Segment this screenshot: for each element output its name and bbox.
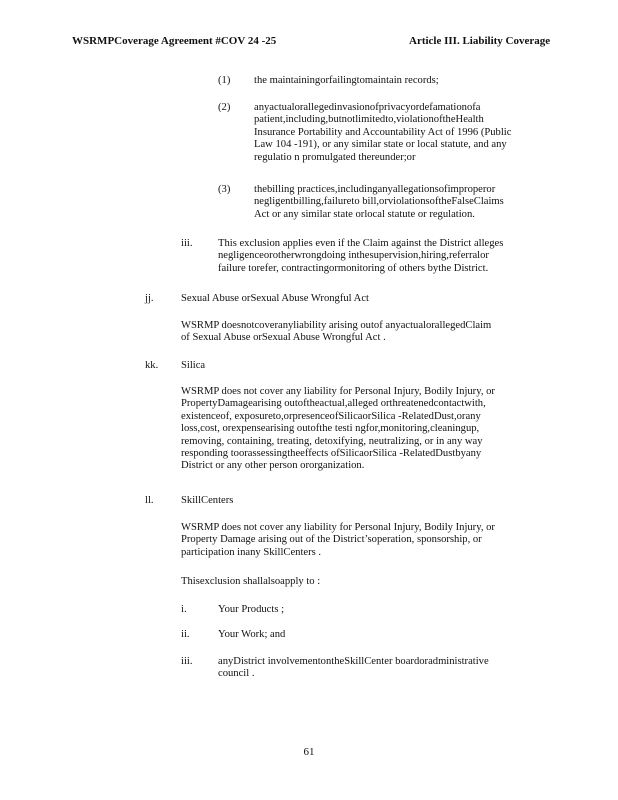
section-jj-title: Sexual Abuse orSexual Abuse Wrongful Act xyxy=(181,293,369,304)
ll-item-ii-text: Your Work; and xyxy=(218,629,286,640)
item-1-text: the maintainingorfailingtomaintain records; xyxy=(254,75,439,86)
item-iii-marker: iii. xyxy=(181,238,193,249)
section-ll-body: WSRMP does not cover any liability for Personal Injury, Bodily Injury, or Property Damage arising out of the District’soperation, sponsorship, or participation inany SkillCenters . xyxy=(181,522,495,558)
item-iii-text: This exclusion applies even if the Claim against the District alleges negligenceorotherwrongdoing inthesupervision,hiring,referralor failure torefer, contractingormonitoring of others bythe District. xyxy=(218,238,504,274)
ll-item-iii-marker: iii. xyxy=(181,656,193,667)
section-ll-title: SkillCenters xyxy=(181,495,234,506)
item-3-marker: (3) xyxy=(218,184,231,195)
header-left: WSRMPCoverage Agreement #COV 24 -25 xyxy=(72,35,277,47)
section-ll-also: Thisexclusion shallalsoapply to : xyxy=(181,576,321,587)
section-jj-marker: jj. xyxy=(145,293,154,304)
ll-item-ii-marker: ii. xyxy=(181,629,190,640)
item-3-text: thebilling practices,includinganyallegationsofimproperor negligentbilling,failureto bill,orviolationsoftheFalseClaims Act or any similar state orlocal statute or regulation. xyxy=(254,184,504,220)
section-kk-marker: kk. xyxy=(145,360,159,371)
item-1-marker: (1) xyxy=(218,75,231,86)
section-ll-marker: ll. xyxy=(145,495,154,506)
header-right: Article III. Liability Coverage xyxy=(409,35,551,47)
section-jj-body: WSRMP doesnotcoveranyliability arising outof anyactualorallegedClaim of Sexual Abuse orSexual Abuse Wrongful Act . xyxy=(181,320,492,344)
ll-item-i-text: Your Products ; xyxy=(218,604,285,615)
section-kk-body: WSRMP does not cover any liability for Personal Injury, Bodily Injury, or PropertyDamagearising outoftheactual,alleged orthreatenedcontactwith, existenceof, exposureto,orpresenceofSilicaorSilica -RelatedDust,orany loss,cost, orexpensearising outofthe testi ngfor,monitoring,cleaningup, removing, containing, treating, detoxifying, neutralizing, or in any way responding toorassessingtheeffects ofSilicaorSilica -RelatedDustbyany District or any other person ororganization. xyxy=(181,386,495,472)
ll-item-iii-text: anyDistrict involvementontheSkillCenter boardoradministrative council . xyxy=(218,656,489,680)
section-kk-title: Silica xyxy=(181,360,206,371)
item-2-marker: (2) xyxy=(218,102,231,113)
page-number: 61 xyxy=(303,746,315,758)
item-2-text: anyactualorallegedinvasionofprivacyordefamationofa patient,including,butnotlimitedto,violationoftheHealth Insurance Portability and Accountability Act of 1996 (Public Law 104 -191), or any similar state or local statute, and any regulatio n promulgated thereunder;or xyxy=(254,102,512,163)
ll-item-i-marker: i. xyxy=(181,604,187,615)
